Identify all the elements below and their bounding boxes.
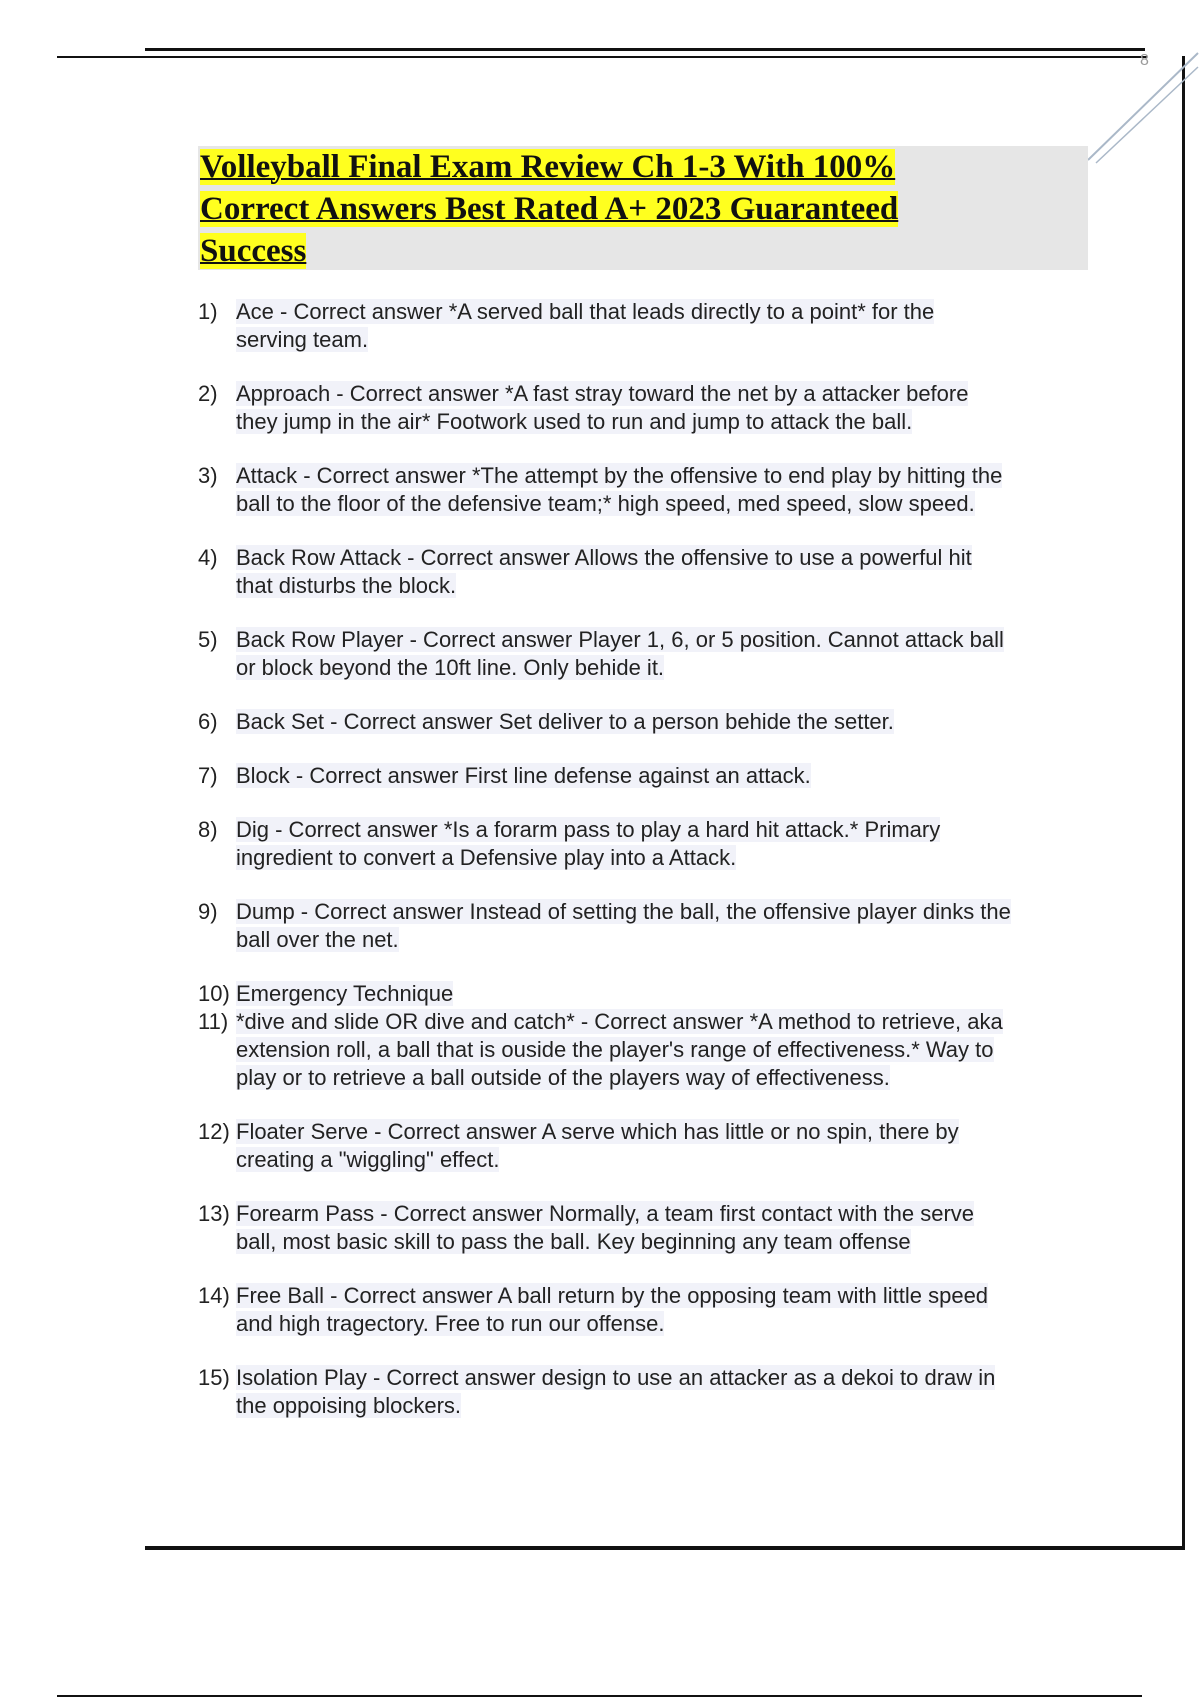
item-text: Attack - Correct answer *The attempt by the offensive to end play by hitting the ball to the floor of the defensive team;* high speed, med speed, slow speed. [236, 463, 1003, 516]
title-line: Success [200, 233, 307, 269]
item-text: Forearm Pass - Correct answer Normally, a team first contact with the serve ball, most basic skill to pass the ball. Key beginning any team offense [236, 1201, 975, 1254]
item-number: 7) [198, 763, 218, 788]
item-number: 4) [198, 545, 218, 570]
item-text: Back Set - Correct answer Set deliver to a person behide the setter. [236, 709, 894, 734]
list-item [198, 544, 1088, 600]
item-number: 10) [198, 981, 230, 1006]
list-item [198, 708, 1088, 736]
page-number: 8 [1140, 52, 1149, 69]
list-item [198, 762, 1088, 790]
item-number: 11) [198, 1009, 229, 1034]
footer-rule [57, 1695, 1142, 1697]
item-text: Approach - Correct answer *A fast stray toward the net by a attacker before they jump in the air* Footwork used to run and jump to attack the ball. [236, 381, 969, 434]
list-item [198, 1282, 1088, 1338]
bottom-rule [145, 1546, 1185, 1550]
item-text: Dig - Correct answer *Is a forarm pass to play a hard hit attack.* Primary ingredient to convert a Defensive play into a Attack. [236, 817, 941, 870]
item-number: 3) [198, 463, 218, 488]
list-item [198, 380, 1088, 436]
item-text: Ace - Correct answer *A served ball that leads directly to a point* for the serving team. [236, 299, 935, 352]
item-text: Emergency Technique [236, 981, 454, 1006]
item-number: 13) [198, 1201, 230, 1226]
item-text: Back Row Player - Correct answer Player 1, 6, or 5 position. Cannot attack ball or block beyond the 10ft line. Only behide it. [236, 627, 1004, 680]
list-item [198, 626, 1088, 682]
top-rule-inner [145, 48, 1145, 51]
title-line: Volleyball Final Exam Review Ch 1-3 With 100% [200, 149, 896, 185]
list-item [198, 462, 1088, 518]
item-number: 12) [198, 1119, 230, 1144]
list-item [198, 980, 1088, 1008]
item-text: *dive and slide OR dive and catch* - Correct answer *A method to retrieve, aka extension roll, a ball that is ouside the player's range of effectiveness.* Way to play or to retrieve a ball outside of the players way of effectiveness. [236, 1009, 1003, 1090]
item-text: Free Ball - Correct answer A ball return by the opposing team with little speed and high tragectory. Free to run our offense. [236, 1283, 989, 1336]
title-line: Correct Answers Best Rated A+ 2023 Guaranteed [200, 191, 899, 227]
item-text: Back Row Attack - Correct answer Allows the offensive to use a powerful hit that disturbs the block. [236, 545, 972, 598]
item-number: 1) [198, 299, 218, 324]
page-curl-decoration [1080, 45, 1200, 165]
list-item [198, 1200, 1088, 1256]
item-number: 8) [198, 817, 218, 842]
page-border-right [1182, 56, 1185, 1550]
item-text: Floater Serve - Correct answer A serve which has little or no spin, there by creating a "wiggling" effect. [236, 1119, 959, 1172]
item-number: 5) [198, 627, 218, 652]
list-item [198, 898, 1088, 954]
list-item [198, 816, 1088, 872]
list-item [198, 1364, 1088, 1420]
list-item [198, 1008, 1088, 1092]
item-number: 2) [198, 381, 218, 406]
list-item [198, 1118, 1088, 1174]
item-text: Isolation Play - Correct answer design to use an attacker as a dekoi to draw in the oppoising blockers. [236, 1365, 996, 1418]
item-text: Block - Correct answer First line defense against an attack. [236, 763, 811, 788]
item-text: Dump - Correct answer Instead of setting the ball, the offensive player dinks the ball over the net. [236, 899, 1011, 952]
document-title [200, 146, 1000, 272]
item-number: 14) [198, 1283, 230, 1308]
list-item [198, 298, 1088, 354]
top-rule-outer [57, 56, 1147, 58]
item-number: 9) [198, 899, 218, 924]
qa-list [198, 298, 1088, 1446]
item-number: 15) [198, 1365, 230, 1390]
item-number: 6) [198, 709, 218, 734]
